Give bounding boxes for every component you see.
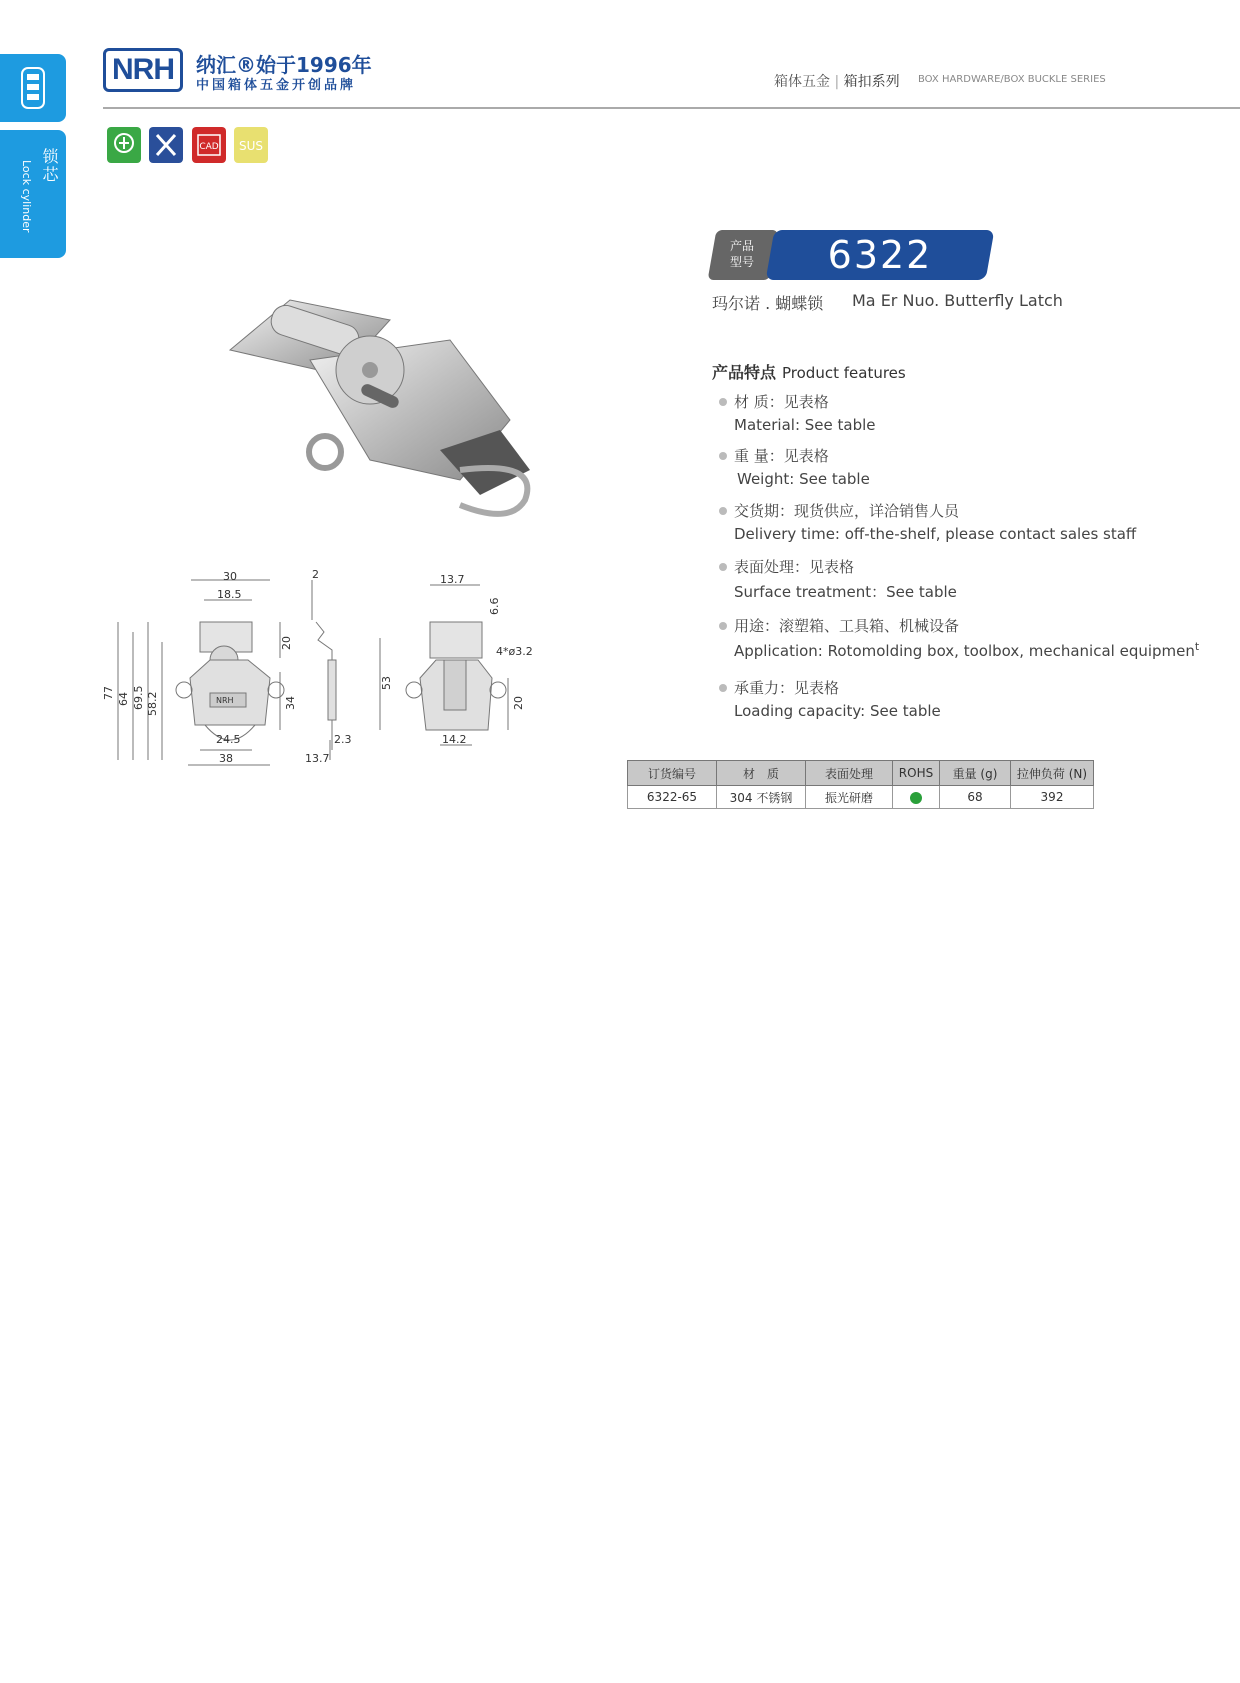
category-2: 箱扣系列 [843, 74, 900, 90]
header-category [774, 71, 900, 91]
dim-text: 20 [512, 696, 525, 710]
feature-material-en: Material: See table [734, 416, 876, 434]
table-header: 订货编号 [628, 761, 717, 786]
model-number: 6322 [827, 233, 933, 277]
model-tag-line1: 产品 [729, 239, 754, 253]
product-name-cn: 玛尔诺 . 蝴蝶锁 [712, 294, 824, 313]
dim-text: 2 [312, 568, 319, 581]
cell-weight: 68 [940, 786, 1011, 809]
feature-application-cn: 用途：滚塑箱、工具箱、机械设备 [734, 617, 960, 635]
model-tag-label [722, 238, 762, 270]
feature-loading-en: Loading capacity: See table [734, 702, 941, 720]
feature-delivery-en: Delivery time: off-the-shelf, please contact sales staff [734, 525, 1137, 543]
eco-badge-icon [107, 127, 141, 163]
side-tab-lock-cylinder[interactable] [0, 130, 66, 258]
features-title-cn: 产品特点 [712, 363, 777, 382]
sus-badge-icon [234, 127, 268, 163]
feature-loading-cn: 承重力：见表格 [734, 679, 840, 697]
feature-bullet [719, 563, 727, 571]
model-tag-line2: 型号 [729, 255, 754, 269]
table-header: ROHS [893, 761, 940, 786]
side-tab-icon[interactable] [0, 54, 66, 122]
brand-subtitle: 中国箱体五金开创品牌 [196, 78, 357, 93]
brand-slogan: 纳汇®始于1996年 [196, 53, 372, 77]
table-header-row [628, 761, 1094, 786]
dim-text: 14.2 [442, 733, 467, 746]
dim-text: 58.2 [146, 691, 159, 716]
dim-text: 34 [284, 696, 297, 710]
cell-code: 6322-65 [628, 786, 717, 809]
dim-text: 13.7 [305, 752, 330, 765]
table-header: 材 质 [717, 761, 806, 786]
feature-bullet [719, 622, 727, 630]
product-photo [210, 280, 580, 550]
feature-application-en [734, 640, 1199, 660]
feature-surface-en: Surface treatment：See table [734, 583, 957, 601]
features-title-en: Product features [782, 364, 906, 382]
table-header: 重量 (g) [940, 761, 1011, 786]
technical-drawing [100, 560, 540, 800]
cell-load: 392 [1011, 786, 1094, 809]
table-header: 表面处理 [806, 761, 893, 786]
dim-text: 20 [280, 636, 293, 650]
rohs-status-icon [910, 792, 922, 804]
dim-text: 64 [117, 692, 130, 706]
product-name-en: Ma Er Nuo. Butterfly Latch [852, 291, 1063, 310]
header-category-en: BOX HARDWARE/BOX BUCKLE SERIES [918, 74, 1106, 85]
feature-bullet [719, 684, 727, 692]
feature-bullet [719, 507, 727, 515]
cell-material: 304 不锈钢 [717, 786, 806, 809]
tools-badge-icon [149, 127, 183, 163]
table-header: 拉伸负荷 (N) [1011, 761, 1094, 786]
cell-surface: 振光研磨 [806, 786, 893, 809]
side-label-cn: 锁芯 [40, 148, 59, 184]
dim-text: 30 [223, 570, 237, 583]
dim-text: 4*ø3.2 [496, 645, 533, 658]
dim-text: NRH [216, 696, 234, 705]
feature-application-superscript: t [1194, 640, 1200, 653]
dim-text: 2.3 [334, 733, 352, 746]
feature-delivery-cn: 交货期：现货供应，详洽销售人员 [734, 502, 960, 520]
table-row [628, 786, 1094, 809]
dim-text: 13.7 [440, 573, 465, 586]
cell-rohs [893, 786, 940, 809]
feature-bullet [719, 452, 727, 460]
feature-surface-cn: 表面处理：见表格 [734, 558, 855, 576]
feature-weight-en: Weight: See table [737, 470, 870, 488]
dim-text: 6.6 [488, 597, 501, 615]
category-1: 箱体五金 [774, 74, 830, 90]
lock-cylinder-icon [0, 54, 66, 122]
feature-bullet [719, 398, 727, 406]
dim-text: 77 [102, 686, 115, 700]
features-title [712, 360, 906, 383]
dim-text: 53 [380, 676, 393, 690]
side-label-en: Lock cylinder [20, 160, 33, 233]
svg-text:SUS: SUS [238, 139, 264, 153]
svg-text:CAD: CAD [199, 142, 219, 152]
spec-table [627, 760, 1094, 809]
dim-text: 24.5 [216, 733, 241, 746]
category-separator: | [834, 74, 840, 90]
dim-text: 69.5 [132, 685, 145, 710]
feature-weight-cn: 重 量：见表格 [734, 447, 829, 465]
dim-text: 38 [219, 752, 233, 765]
feature-application-en-text: Application: Rotomolding box, toolbox, mechanical equipmen [734, 642, 1195, 660]
header-divider [103, 107, 1240, 109]
dim-text: 18.5 [217, 588, 242, 601]
cad-badge-icon [192, 127, 226, 163]
feature-material-cn: 材 质：见表格 [734, 393, 829, 411]
nrh-logo: NRH [103, 48, 183, 92]
